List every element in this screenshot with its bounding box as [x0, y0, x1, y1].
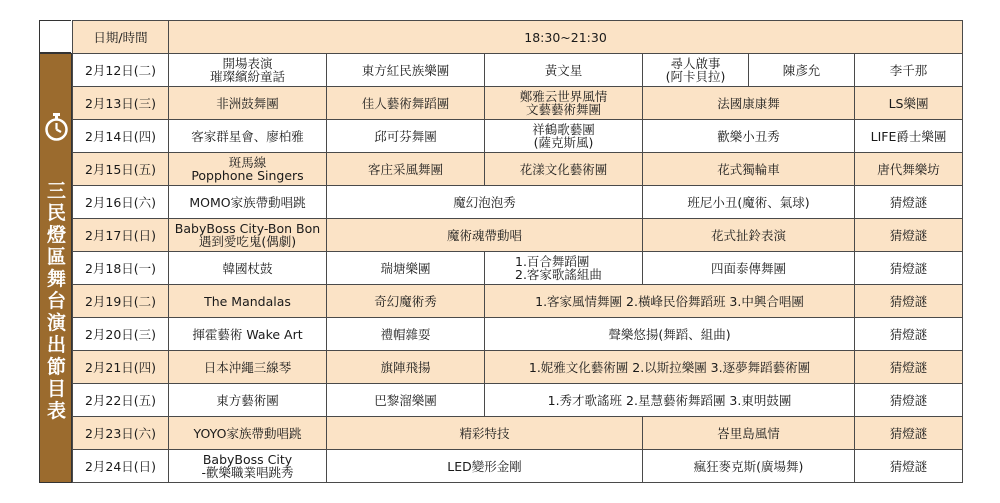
table-row — [73, 219, 963, 252]
program-cell: 猜燈謎 — [855, 318, 963, 351]
side-title: 三民燈區 舞台演出節目表 — [46, 180, 66, 422]
program-cell: 猜燈謎 — [855, 384, 963, 417]
program-cell: 禮帽雜耍 — [327, 318, 485, 351]
date-cell: 2月12日(二) — [73, 54, 169, 87]
schedule-table — [72, 20, 963, 483]
date-cell: 2月13日(三) — [73, 87, 169, 120]
date-cell: 2月23日(六) — [73, 417, 169, 450]
time-header: 18:30~21:30 — [169, 21, 963, 54]
program-cell: 1.妮雅文化藝術團 2.以斯拉樂團 3.逐夢舞蹈藝術團 — [485, 351, 855, 384]
program-cell: 陳彥允 — [749, 54, 855, 87]
side-banner — [39, 53, 72, 483]
program-cell: 猜燈謎 — [855, 219, 963, 252]
program-cell: 祥鶴歌藝團 (薩克斯風) — [485, 120, 643, 153]
table-row — [73, 285, 963, 318]
program-cell: 聲樂悠揚(舞蹈、組曲) — [485, 318, 855, 351]
program-cell: 客家群星會、廖柏雅 — [169, 120, 327, 153]
program-cell: 東方藝術團 — [169, 384, 327, 417]
program-cell: MOMO家族帶動唱跳 — [169, 186, 327, 219]
date-cell: 2月20日(三) — [73, 318, 169, 351]
program-cell: 瑞塘樂團 — [327, 252, 485, 285]
program-cell: 1.客家風情舞團 2.橫峰民俗舞蹈班 3.中興合唱團 — [485, 285, 855, 318]
program-cell: 猜燈謎 — [855, 351, 963, 384]
program-cell: 客庄采風舞團 — [327, 153, 485, 186]
program-cell: 花式扯鈴表演 — [643, 219, 855, 252]
program-cell: LS樂團 — [855, 87, 963, 120]
date-cell: 2月15日(五) — [73, 153, 169, 186]
table-row — [73, 120, 963, 153]
program-cell: 法國康康舞 — [643, 87, 855, 120]
program-cell: 1.秀才歌謠班 2.星慧藝術舞蹈團 3.東明鼓團 — [485, 384, 855, 417]
date-cell: 2月16日(六) — [73, 186, 169, 219]
table-row — [73, 351, 963, 384]
program-cell: 猜燈謎 — [855, 450, 963, 483]
date-cell: 2月18日(一) — [73, 252, 169, 285]
date-header: 日期/時間 — [73, 21, 169, 54]
program-cell: 鄭雅云世界風情 文藝藝術舞團 — [485, 87, 643, 120]
program-cell: 奇幻魔術秀 — [327, 285, 485, 318]
program-cell: 揮霍藝術 Wake Art — [169, 318, 327, 351]
program-cell: 猜燈謎 — [855, 186, 963, 219]
program-cell: 猜燈謎 — [855, 417, 963, 450]
program-cell: 佳人藝術舞蹈團 — [327, 87, 485, 120]
program-cell: BabyBoss City -歡樂職業唱跳秀 — [169, 450, 327, 483]
program-cell: 非洲鼓舞團 — [169, 87, 327, 120]
program-cell: 班尼小丑(魔術、氣球) — [643, 186, 855, 219]
program-cell: 魔術魂帶動唱 — [327, 219, 643, 252]
date-cell: 2月22日(五) — [73, 384, 169, 417]
date-cell: 2月17日(日) — [73, 219, 169, 252]
program-cell: 李千那 — [855, 54, 963, 87]
program-cell: 邱可芬舞團 — [327, 120, 485, 153]
program-cell: 日本沖繩三線琴 — [169, 351, 327, 384]
program-cell: 東方紅民族樂團 — [327, 54, 485, 87]
program-cell: BabyBoss City-Bon Bon 遇到愛吃鬼(偶劇) — [169, 219, 327, 252]
program-cell: 瘋狂麥克斯(廣場舞) — [643, 450, 855, 483]
program-cell: 黃文星 — [485, 54, 643, 87]
schedule-sheet — [39, 20, 962, 483]
program-cell: 花式獨輪車 — [643, 153, 855, 186]
program-cell: YOYO家族帶動唱跳 — [169, 417, 327, 450]
program-cell: 尋人啟事 (阿卡貝拉) — [643, 54, 749, 87]
program-cell: 唐代舞樂坊 — [855, 153, 963, 186]
stopwatch-icon — [44, 112, 69, 142]
program-cell: 精彩特技 — [327, 417, 643, 450]
program-cell: 花漾文化藝術團 — [485, 153, 643, 186]
program-cell: 魔幻泡泡秀 — [327, 186, 643, 219]
program-cell: 開場表演 璀璨繽紛童話 — [169, 54, 327, 87]
corner-cell — [39, 20, 71, 53]
table-row — [73, 87, 963, 120]
program-cell: 巴黎溜樂團 — [327, 384, 485, 417]
table-row — [73, 186, 963, 219]
date-cell: 2月14日(四) — [73, 120, 169, 153]
program-cell: 旗陣飛揚 — [327, 351, 485, 384]
program-cell: 猜燈謎 — [855, 285, 963, 318]
date-cell: 2月19日(二) — [73, 285, 169, 318]
program-cell: The Mandalas — [169, 285, 327, 318]
program-cell: LED變形金剛 — [327, 450, 643, 483]
program-cell: 四面泰傳舞團 — [643, 252, 855, 285]
program-cell: 歡樂小丑秀 — [643, 120, 855, 153]
table-row — [73, 54, 963, 87]
side-column — [39, 20, 72, 483]
program-cell: 猜燈謎 — [855, 252, 963, 285]
program-cell: LIFE爵士樂團 — [855, 120, 963, 153]
program-cell: 韓國杖鼓 — [169, 252, 327, 285]
table-row — [73, 153, 963, 186]
program-cell: 斑馬線 Popphone Singers — [169, 153, 327, 186]
date-cell: 2月24日(日) — [73, 450, 169, 483]
table-row — [73, 417, 963, 450]
table-row — [73, 450, 963, 483]
header-row — [73, 21, 963, 54]
table-row — [73, 384, 963, 417]
program-cell: 1.百合舞蹈團 2.客家歌謠組曲 — [485, 252, 643, 285]
program-cell: 峇里島風情 — [643, 417, 855, 450]
table-row — [73, 318, 963, 351]
date-cell: 2月21日(四) — [73, 351, 169, 384]
table-row — [73, 252, 963, 285]
